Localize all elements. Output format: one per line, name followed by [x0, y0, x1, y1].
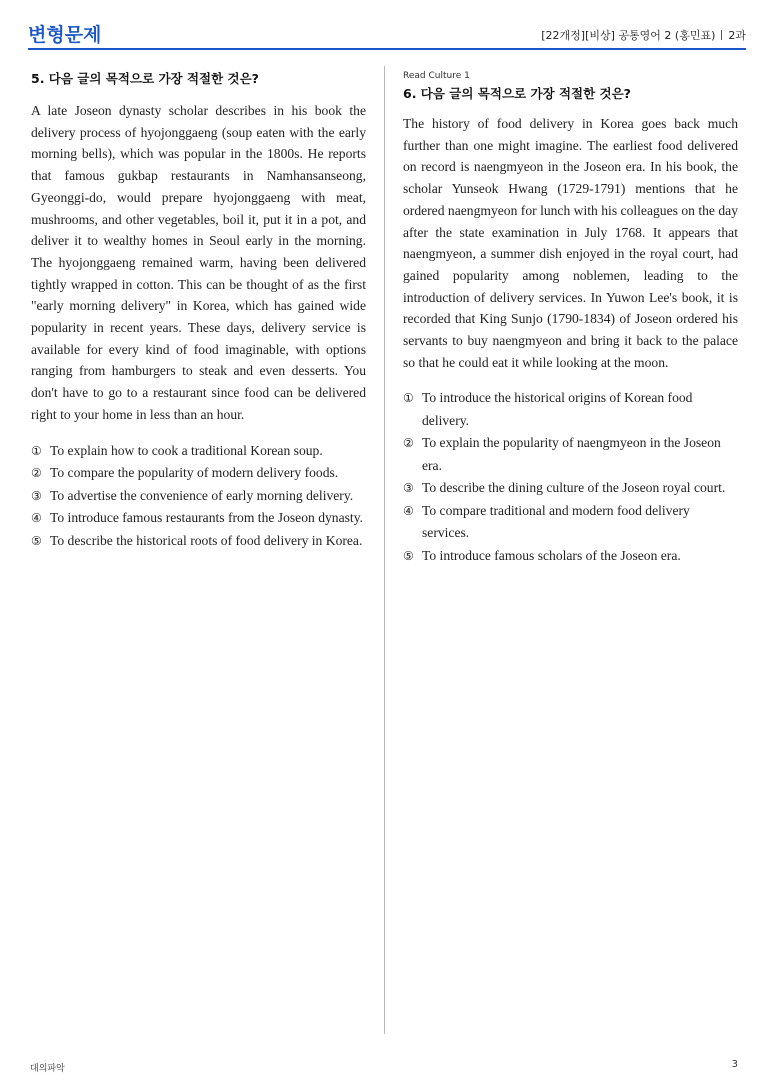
footer-publisher: 대의파악 [30, 1064, 65, 1074]
option-text: To describe the historical roots of food delivery in Korea. [50, 532, 363, 548]
option-number: ③ [403, 481, 414, 496]
option-text: To introduce famous restaurants from the Joseon dynasty. [50, 510, 364, 526]
question-passage: A late Joseon dynasty scholar describes in his book the delivery process of hyojonggaeng (soup eaten with the early morning bells), which was popular in the 1800s. He reports that famous gukbap restaurants in Namhansanseong, Gyeonggi-do, would prepare hyojonggaeng with meat, mushrooms, and other vegetables, boil it, put it in a pot, and deliver it to wealthy homes in Seoul early in the morning. The hyojonggaeng remained warm, having been delivered tightly wrapped in cotton. This can be thought of as the first "early morning delivery" in Korea, which has gained wide popularity in recent years. These days, delivery service is available for every kind of food imaginable, with options ranging from hamburgers to steak and even desserts. You don't have to go to a restaurant since food can be delivered right to your home in less than an hour. [31, 103, 366, 422]
column-divider [384, 66, 385, 1034]
header-meta [541, 27, 746, 43]
answer-option[interactable] [31, 485, 366, 508]
answer-option[interactable] [403, 432, 738, 477]
question-5 [31, 70, 366, 552]
textbook-label: [22개정][비상] 공통영어 2 (홍민표) [541, 29, 716, 42]
answer-option[interactable] [31, 462, 366, 485]
option-text: To explain how to cook a traditional Korean soup. [50, 442, 323, 458]
question-title: 6. 다음 글의 목적으로 가장 적절한 것은? [403, 86, 631, 101]
option-text: To advertise the convenience of early morning delivery. [50, 487, 354, 503]
header-rule [28, 48, 746, 50]
option-text: To compare the popularity of modern delivery foods. [50, 465, 339, 481]
option-number: ③ [31, 488, 42, 503]
page-number: 3 [731, 1059, 738, 1070]
option-text: To introduce famous scholars of the Joseon era. [422, 547, 681, 563]
page-header [28, 16, 746, 50]
option-number: ⑤ [403, 548, 414, 563]
header-separator [721, 30, 722, 40]
answer-option[interactable] [31, 507, 366, 530]
option-number: ⑤ [31, 533, 42, 548]
question-source: Read Culture 1 [403, 71, 470, 81]
option-number: ② [31, 466, 42, 481]
question-title: 5. 다음 글의 목적으로 가장 적절한 것은? [31, 71, 259, 86]
answer-option[interactable] [403, 477, 738, 500]
answer-option[interactable] [403, 387, 738, 432]
chapter-label: 2과 [728, 29, 746, 42]
question-passage: The history of food delivery in Korea goes back much further than one might imagine. The earliest food delivered on record is naengmyeon in the Joseon era. In his book, the scholar Yunseok Hwang (1729-1791) mentions that he ordered naengmyeon for lunch with his colleagues on the day after the state examination in July 1768. It appears that naengmyeon, a summer dish enjoyed in the royal court, had gained popularity among noblemen, leading to the introduction of delivery services. In Yuwon Lee's book, it is recorded that King Sunjo (1790-1834) of Joseon ordered his servants to buy naengmyeon and bring it back to the palace so that he could eat it while looking at the moon. [403, 116, 738, 370]
option-number: ① [31, 443, 42, 458]
option-number: ② [403, 436, 414, 451]
question-6 [403, 70, 738, 567]
answer-option[interactable] [403, 500, 738, 545]
option-text: To explain the popularity of naengmyeon in the Joseon era. [422, 435, 721, 473]
option-text: To introduce the historical origins of Korean food delivery. [422, 390, 693, 428]
option-number: ④ [31, 511, 42, 526]
option-number: ④ [403, 503, 414, 518]
option-text: To describe the dining culture of the Joseon royal court. [422, 480, 726, 496]
option-number: ① [403, 391, 414, 406]
page-title: 변형문제 [28, 24, 102, 46]
option-text: To compare traditional and modern food delivery services. [422, 502, 690, 541]
answer-options [31, 440, 366, 553]
answer-options [403, 387, 738, 567]
answer-option[interactable] [31, 440, 366, 463]
answer-option[interactable] [31, 530, 366, 553]
answer-option[interactable] [403, 545, 738, 568]
